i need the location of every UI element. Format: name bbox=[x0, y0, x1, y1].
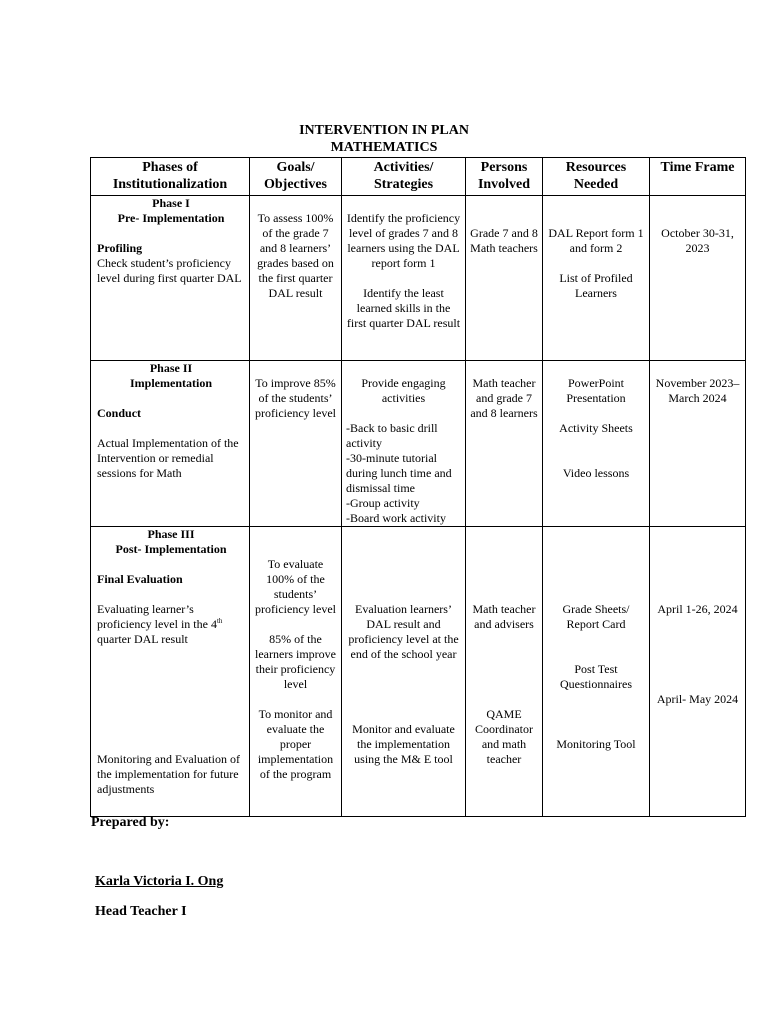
phase-2-resource-3: Video lessons bbox=[562, 466, 630, 480]
phase-3-persons-cell bbox=[466, 527, 543, 817]
phase-1-activity-2: Identify the least learned skills in the first quarter DAL result bbox=[346, 286, 461, 330]
header-time-frame: Time Frame bbox=[650, 158, 746, 196]
phase-3-goal-3: To monitor and evaluate the proper implementation of the program bbox=[257, 707, 334, 781]
phase-3-name: Post- Implementation bbox=[115, 542, 227, 556]
phase-3-time-frame-2: April- May 2024 bbox=[656, 692, 739, 706]
header-phases: Phases of Institutionalization bbox=[91, 158, 250, 196]
phase-2-persons: Math teacher and grade 7 and 8 learners bbox=[470, 376, 538, 420]
prepared-by-label: Prepared by: bbox=[91, 815, 170, 830]
table-row-phase-3 bbox=[91, 527, 746, 817]
table-row-phase-2 bbox=[91, 361, 746, 527]
phase-3-description: Evaluating learner’s proficiency level in the 4th quarter DAL result bbox=[97, 602, 223, 646]
phase-2-subtitle: Conduct bbox=[97, 406, 142, 420]
phase-3-goal-2: 85% of the learners improve their proficiency level bbox=[255, 632, 336, 691]
phase-2-activity-item: -Group activity bbox=[346, 496, 420, 510]
phase-3-subtitle: Final Evaluation bbox=[97, 572, 183, 586]
phase-3-resource-1: Grade Sheets/ Report Card bbox=[562, 602, 630, 631]
phase-3-resources-cell bbox=[543, 527, 650, 817]
phase-1-persons: Grade 7 and 8 Math teachers bbox=[470, 226, 538, 255]
phase-3-description-2: Monitoring and Evaluation of the implementation for future adjustments bbox=[97, 752, 240, 796]
phase-1-activity-1: Identify the proficiency level of grades 7 and 8 learners using the DAL report form 1 bbox=[346, 211, 461, 270]
phase-2-description: Actual Implementation of the Intervention or remedial sessions for Math bbox=[97, 436, 239, 480]
phase-2-number: Phase II bbox=[149, 361, 193, 375]
phase-2-time-cell bbox=[650, 361, 746, 527]
phase-2-activity-item: -Board work activity bbox=[346, 511, 446, 525]
phase-1-goal-cell bbox=[250, 196, 342, 361]
phase-2-goal: To improve 85% of the students’ proficiency level bbox=[255, 376, 336, 420]
header-goals: Goals/ Objectives bbox=[250, 158, 342, 196]
phase-1-description: Check student’s proficiency level during first quarter DAL bbox=[97, 256, 242, 285]
intervention-plan-table bbox=[90, 157, 746, 817]
phase-2-persons-cell bbox=[466, 361, 543, 527]
phase-1-number: Phase I bbox=[152, 196, 190, 210]
phase-3-goal-cell bbox=[250, 527, 342, 817]
phase-3-cell bbox=[91, 527, 250, 817]
document-title: INTERVENTION IN PLAN bbox=[299, 123, 469, 138]
phase-2-goal-cell bbox=[250, 361, 342, 527]
phase-1-goal: To assess 100% of the grade 7 and 8 learners’ grades based on the first quarter DAL result bbox=[257, 211, 334, 300]
header-resources: Resources Needed bbox=[543, 158, 650, 196]
phase-3-persons-2: QAME Coordinator and math teacher bbox=[475, 707, 533, 766]
phase-2-activity-item: -30-minute tutorial during lunch time and dismissal time bbox=[346, 451, 452, 495]
document-subtitle: MATHEMATICS bbox=[330, 140, 438, 155]
header-activities: Activities/ Strategies bbox=[342, 158, 466, 196]
phase-1-resource-2: List of Profiled Learners bbox=[559, 271, 633, 300]
phase-2-resource-1: PowerPoint Presentation bbox=[566, 376, 626, 405]
phase-3-resource-3: Monitoring Tool bbox=[556, 737, 636, 751]
preparer-role: Head Teacher I bbox=[95, 904, 187, 919]
phase-3-activity-cell bbox=[342, 527, 466, 817]
phase-2-name: Implementation bbox=[130, 376, 212, 390]
phase-1-resources-cell bbox=[543, 196, 650, 361]
phase-3-time-frame-1: April 1-26, 2024 bbox=[657, 602, 738, 616]
table-header-row bbox=[91, 158, 746, 196]
table-row-phase-1 bbox=[91, 196, 746, 361]
phase-2-activity-cell bbox=[342, 361, 466, 527]
phase-3-activity-2: Monitor and evaluate the implementation using the M& E tool bbox=[352, 722, 455, 766]
phase-2-cell bbox=[91, 361, 250, 527]
phase-1-time-cell bbox=[650, 196, 746, 361]
phase-1-activity-cell bbox=[342, 196, 466, 361]
phase-3-goal-1: To evaluate 100% of the students’ proficiency level bbox=[255, 557, 336, 616]
phase-2-activity-intro: Provide engaging activities bbox=[361, 376, 446, 405]
phase-2-activity-item: -Back to basic drill activity bbox=[346, 421, 438, 450]
phase-2-resources-cell bbox=[543, 361, 650, 527]
phase-3-persons-1: Math teacher and advisers bbox=[472, 602, 536, 631]
phase-1-time-frame: October 30-31, 2023 bbox=[661, 226, 734, 255]
preparer-name: Karla Victoria I. Ong bbox=[95, 874, 224, 889]
header-persons: Persons Involved bbox=[466, 158, 543, 196]
phase-1-resource-1: DAL Report form 1 and form 2 bbox=[548, 226, 644, 255]
phase-3-activity-1: Evaluation learners’ DAL result and proficiency level at the end of the school year bbox=[348, 602, 459, 661]
phase-3-number: Phase III bbox=[147, 527, 195, 541]
phase-1-name: Pre- Implementation bbox=[117, 211, 225, 225]
phase-3-resource-2: Post Test Questionnaires bbox=[560, 662, 632, 691]
phase-1-cell bbox=[91, 196, 250, 361]
phase-2-time-frame: November 2023– March 2024 bbox=[655, 376, 740, 405]
phase-1-subtitle: Profiling bbox=[97, 241, 143, 255]
phase-3-time-cell bbox=[650, 527, 746, 817]
phase-2-resource-2: Activity Sheets bbox=[559, 421, 633, 435]
phase-1-persons-cell bbox=[466, 196, 543, 361]
